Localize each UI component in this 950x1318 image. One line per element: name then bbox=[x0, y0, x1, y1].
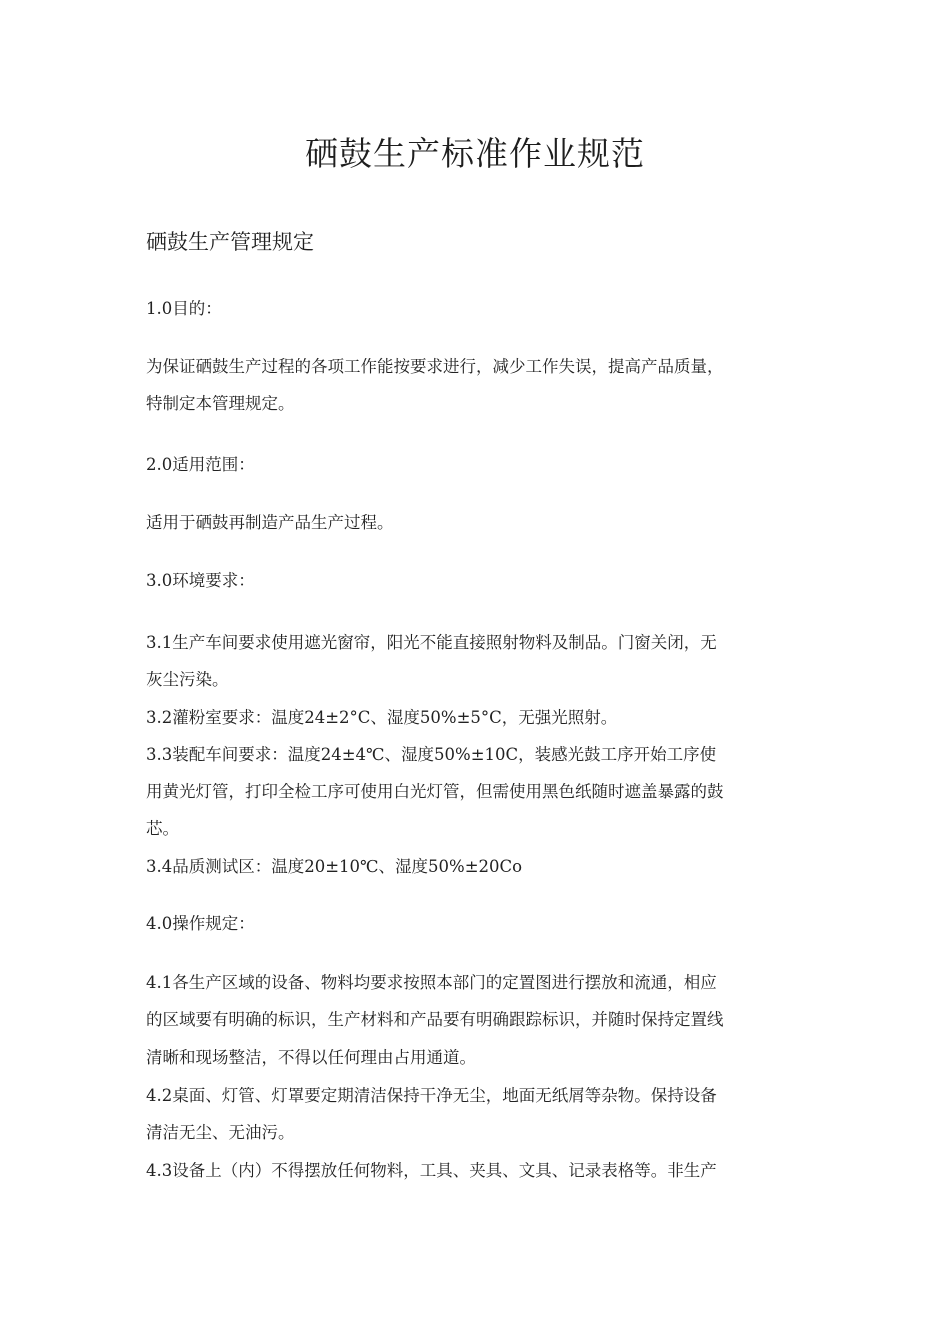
paragraph-line: 3.2灌粉室要求：温度24±2°C、湿度50%±5°C，无强光照射。 bbox=[146, 708, 618, 727]
paragraph-line: 的区域要有明确的标识，生产材料和产品要有明确跟踪标识，并随时保持定置线 bbox=[146, 1010, 724, 1029]
paragraph-line: 特制定本管理规定。 bbox=[146, 394, 295, 413]
paragraph-line: 芯。 bbox=[146, 819, 179, 838]
paragraph-line: 清晰和现场整洁，不得以任何理由占用通道。 bbox=[146, 1048, 476, 1067]
document-subtitle: 硒鼓生产管理规定 bbox=[146, 230, 314, 254]
paragraph-line: 4.1各生产区域的设备、物料均要求按照本部门的定置图进行摆放和流通，相应 bbox=[146, 973, 717, 992]
section-heading-purpose: 1.0目的： bbox=[146, 299, 222, 318]
paragraph-line: 清洁无尘、无油污。 bbox=[146, 1123, 295, 1142]
paragraph-line: 4.3设备上（内）不得摆放任何物料，工具、夹具、文具、记录表格等。非生产 bbox=[146, 1161, 717, 1180]
paragraph-line: 为保证硒鼓生产过程的各项工作能按要求进行，减少工作失误，提高产品质量， bbox=[146, 357, 724, 376]
paragraph-line: 4.2桌面、灯管、灯罩要定期清洁保持干净无尘，地面无纸屑等杂物。保持设备 bbox=[146, 1086, 717, 1105]
section-heading-operation: 4.0操作规定： bbox=[146, 914, 255, 933]
paragraph-line: 适用于硒鼓再制造产品生产过程。 bbox=[146, 513, 394, 532]
paragraph-line: 3.3装配车间要求：温度24±4℃、湿度50%±10C，装感光鼓工序开始工序使 bbox=[146, 745, 717, 764]
document-title: 硒鼓生产标准作业规范 bbox=[305, 134, 645, 173]
paragraph-line: 3.4品质测试区：温度20±10℃、湿度50%±20Co bbox=[146, 857, 523, 876]
section-heading-environment: 3.0环境要求： bbox=[146, 571, 255, 590]
paragraph-line: 3.1生产车间要求使用遮光窗帘，阳光不能直接照射物料及制品。门窗关闭，无 bbox=[146, 633, 717, 652]
paragraph-line: 用黄光灯管，打印全检工序可使用白光灯管，但需使用黑色纸随时遮盖暴露的鼓 bbox=[146, 782, 724, 801]
paragraph-line: 灰尘污染。 bbox=[146, 670, 229, 689]
section-heading-scope: 2.0适用范围： bbox=[146, 455, 255, 474]
